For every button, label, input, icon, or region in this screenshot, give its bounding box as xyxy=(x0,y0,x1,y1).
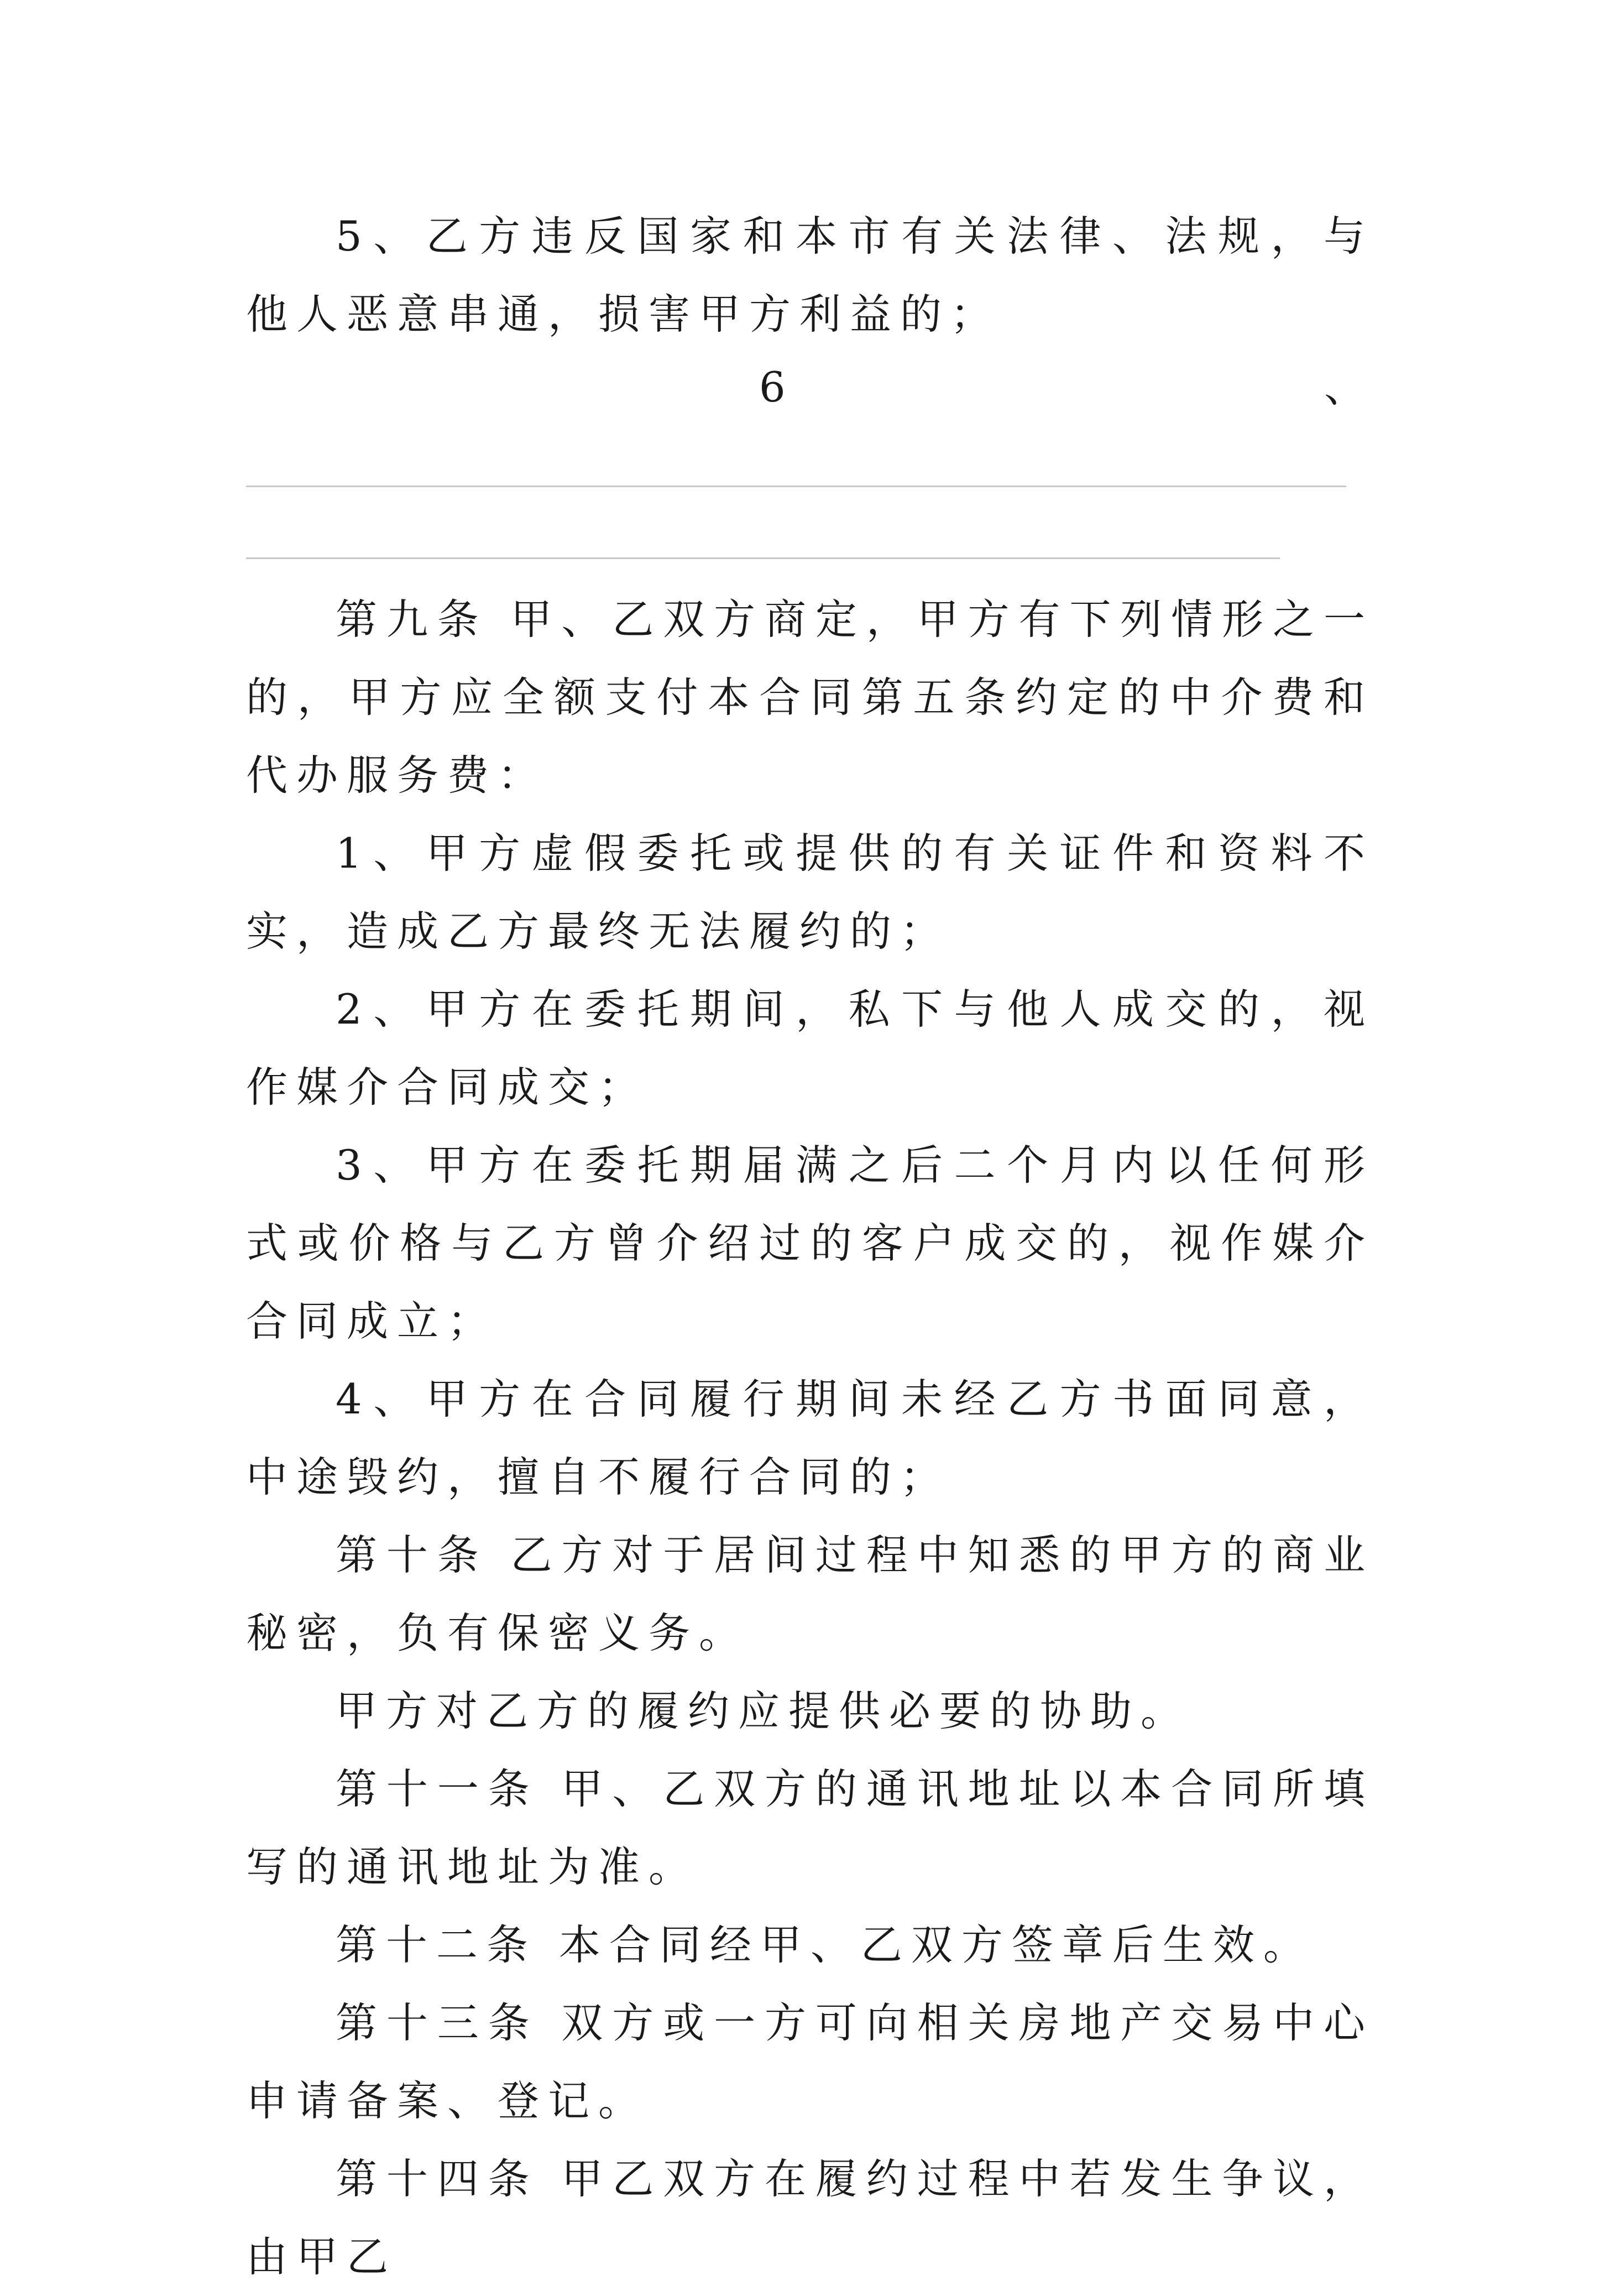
clause-article-10-note: 甲方对乙方的履约应提供必要的协助。 xyxy=(336,1687,1191,1735)
clause-item-2: 2、甲方在委托期间，私下与他人成交的，视作媒介合同成交； xyxy=(246,985,1374,1112)
item-enumeration-mark: 、 xyxy=(1324,363,1366,411)
clause-article-11: 第十一条 甲、乙双方的通讯地址以本合同所填写的通讯地址为准。 xyxy=(246,1765,1374,1891)
blank-item-line xyxy=(246,348,1374,426)
clause-item-5: 5、乙方违反国家和本市有关法律、法规，与他人恶意串通，损害甲方利益的； xyxy=(246,212,1374,338)
paragraph-group-main xyxy=(246,581,1374,2296)
clause-article-13: 第十三条 双方或一方可向相关房地产交易中心申请备案、登记。 xyxy=(246,1998,1374,2125)
clause-article-12: 第十二条 本合同经甲、乙双方签章后生效。 xyxy=(336,1921,1314,1969)
clause-item-1: 1、甲方虚假委托或提供的有关证件和资料不实，造成乙方最终无法履约的； xyxy=(246,829,1374,956)
clause-article-10: 第十条 乙方对于居间过程中知悉的甲方的商业秘密，负有保密义务。 xyxy=(246,1531,1374,1657)
blank-fill-line xyxy=(246,557,1280,559)
blank-fill-line xyxy=(246,486,1346,487)
clause-item-4: 4、甲方在合同履行期间未经乙方书面同意，中途毁约，擅自不履行合同的； xyxy=(246,1375,1374,1501)
paragraph-group-top xyxy=(246,197,1374,353)
item-number: 6 xyxy=(759,363,786,411)
clause-item-3: 3、甲方在委托期届满之后二个月内以任何形式或价格与乙方曾介绍过的客户成交的，视作媒介合同成立； xyxy=(246,1141,1374,1345)
clause-article-14: 第十四条 甲乙双方在履约过程中若发生争议，由甲乙 xyxy=(246,2154,1374,2281)
clause-article-9: 第九条 甲、乙双方商定，甲方有下列情形之一的，甲方应全额支付本合同第五条约定的中介费和代办服务费： xyxy=(246,595,1374,800)
